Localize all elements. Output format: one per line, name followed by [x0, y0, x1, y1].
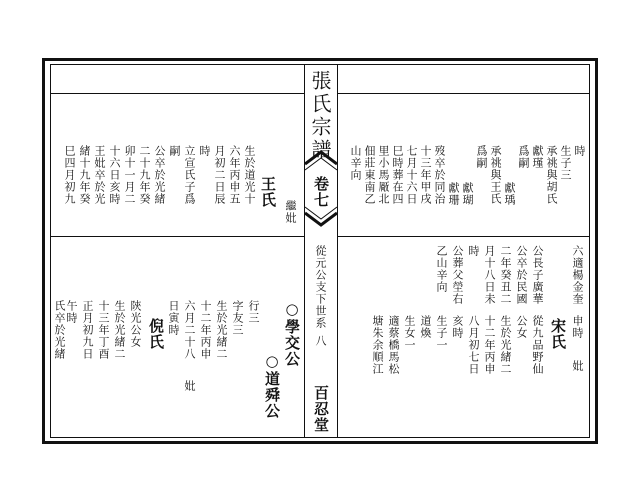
- text-column: 月初二日辰: [213, 145, 226, 205]
- spine-fishtail-bottom: [305, 205, 337, 227]
- text-column: 公卒於民國: [515, 245, 528, 305]
- text-column: 申時: [571, 315, 584, 339]
- person-name-song: 宋氏: [549, 318, 567, 350]
- text-column: 公長子廣華: [531, 245, 544, 305]
- hall-name: 百忍堂: [312, 385, 330, 433]
- text-column: 巳四月初九: [63, 145, 76, 205]
- text-column: 八月初七日: [467, 315, 480, 375]
- text-column: 獻瑾: [531, 145, 544, 169]
- text-column: 行三: [247, 300, 260, 324]
- left-mid-rule: [51, 236, 304, 237]
- text-column: 緒十九年癸: [78, 145, 91, 205]
- section-label: 從元公支下世系: [314, 245, 327, 329]
- person-name-ni: 倪氏: [147, 318, 165, 350]
- text-column: 獻珊: [447, 182, 460, 206]
- volume-label: 卷七: [312, 176, 330, 208]
- text-column: 山辛向: [349, 145, 362, 181]
- text-column: 公卒於光緒: [153, 145, 166, 205]
- lineage-daoshun: ○道舜公: [263, 352, 281, 419]
- text-column: 乙山辛向: [435, 245, 448, 293]
- text-column: 爲嗣: [517, 145, 530, 169]
- person-name-wang: 王氏: [259, 176, 277, 208]
- text-column: 生於光緒二: [113, 300, 126, 360]
- text-column: 卯十一月二: [123, 145, 136, 205]
- text-column: 生子一: [435, 315, 448, 351]
- text-column: 歿卒於同治: [433, 145, 446, 205]
- text-column: 生子三: [559, 145, 572, 181]
- text-column: 十三年甲戌: [419, 145, 432, 205]
- text-column: 字友三: [231, 300, 244, 336]
- text-column: 時: [198, 145, 211, 157]
- text-column: 巳時葬在四: [391, 145, 404, 205]
- text-column: 月十八日未: [483, 245, 496, 305]
- text-column: 日寅時: [167, 300, 180, 336]
- text-column: 正月初九日: [81, 300, 94, 360]
- right-mid-rule: [338, 236, 589, 237]
- text-column: 十三年丁酉: [97, 300, 110, 360]
- right-header-rule: [338, 93, 589, 94]
- text-column: 王妣卒於光: [93, 145, 106, 205]
- text-column: 獻瑀: [503, 182, 516, 206]
- text-column: 六適楊金奎: [571, 245, 584, 305]
- text-column: 七月十六日: [405, 145, 418, 205]
- text-column: 生於光緒二: [215, 300, 228, 360]
- text-column: 時: [573, 145, 586, 157]
- spine-line-left: [304, 64, 305, 438]
- text-column: 從九品野仙: [531, 315, 544, 375]
- text-column: 六年丙申五: [228, 145, 241, 205]
- text-column: 生女一: [403, 315, 416, 351]
- lineage-xuejiao: ○學交公: [283, 300, 301, 367]
- text-column: 亥時: [451, 315, 464, 339]
- text-column: 爲嗣: [475, 145, 488, 169]
- text-column: 繼妣: [284, 200, 297, 224]
- text-column: 氏卒於光緒: [53, 300, 66, 360]
- text-column: 立宣氏子爲: [183, 145, 196, 205]
- text-column: 十二年丙申: [483, 315, 496, 375]
- text-column: 妣: [183, 380, 196, 392]
- text-column: 生於道光十: [243, 145, 256, 205]
- text-column: 六月二十八: [183, 300, 196, 360]
- text-column: 十二年丙申: [199, 300, 212, 360]
- book-title: 張氏宗譜: [308, 70, 332, 162]
- text-column: 嗣: [168, 145, 181, 157]
- text-column: 時: [467, 245, 480, 257]
- text-column: 塘朱余順江: [371, 315, 384, 375]
- text-column: 二年癸丑二: [499, 245, 512, 305]
- text-column: 承祧與王氏: [489, 145, 502, 205]
- text-column: 里小馬厰北: [377, 145, 390, 205]
- text-column: 公女: [515, 315, 528, 339]
- text-column: 道煥: [419, 315, 432, 339]
- text-column: 妣: [571, 360, 584, 372]
- text-column: 午時: [65, 300, 78, 324]
- text-column: 適蔡橋馬松: [387, 315, 400, 375]
- text-column: 承祧與胡氏: [545, 145, 558, 205]
- spine-line-right: [337, 64, 338, 438]
- text-column: 公葬父塋右: [451, 245, 464, 305]
- text-column: 生於光緒二: [499, 315, 512, 375]
- text-column: 獻瑚: [461, 182, 474, 206]
- text-column: 十六日亥時: [108, 145, 121, 205]
- page-number: 八: [314, 335, 327, 347]
- left-header-rule: [51, 93, 304, 94]
- text-column: 佃莊東南乙: [363, 145, 376, 205]
- text-column: 陝光公女: [129, 300, 142, 348]
- text-column: 二十九年癸: [138, 145, 151, 205]
